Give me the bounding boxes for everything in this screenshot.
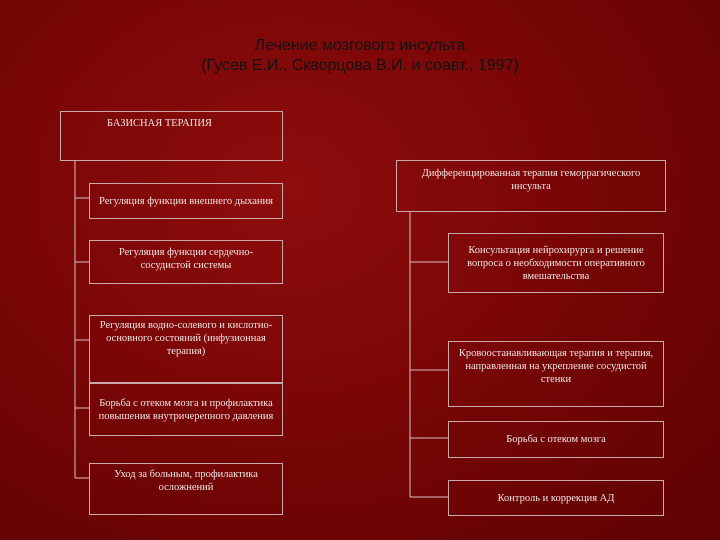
left-item-3-box: [89, 315, 283, 383]
left-item-4-label: Борьба с отеком мозга и профилактика повышения внутричерепного давления: [98, 397, 274, 422]
left-item-3-label: Регуляция водно-солевого и кислотно-основного состояний (инфузионная терапия): [99, 320, 273, 357]
differentiated-therapy-header-label: Дифференцированная терапия геморрагического инсульта: [421, 168, 641, 192]
left-item-5-box: [89, 463, 283, 515]
left-item-4-box: [89, 383, 283, 436]
right-item-1-box: [448, 233, 664, 293]
basic-therapy-header-box: [60, 111, 283, 161]
title-line-2: (Гусев Е.И., Скворцова В.И. и соавт., 1997): [201, 57, 519, 74]
right-item-2-box: [448, 341, 664, 407]
left-item-2-label: Регуляция функции сердечно-сосудистой системы: [118, 247, 254, 271]
basic-therapy-header-label: БАЗИСНАЯ ТЕРАПИЯ: [107, 118, 212, 129]
left-item-1-box: [89, 183, 283, 219]
title-line-1: Лечение мозгового инсульта: [254, 37, 466, 54]
left-item-5-label: Уход за больным, профилактика осложнений: [114, 469, 258, 493]
right-item-3-label: Борьба с отеком мозга: [506, 434, 606, 445]
differentiated-therapy-header-box: [396, 160, 666, 212]
right-item-4-box: [448, 480, 664, 516]
left-item-1-label: Регуляция функции внешнего дыхания: [99, 195, 273, 207]
left-item-2-box: [89, 240, 283, 284]
right-item-1-label: Консультация нейрохирурга и решение вопроса о необходимости оперативного вмешательства: [467, 244, 645, 282]
right-item-2-label: Кровоостанавливающая терапия и терапия, направленная на укрепление сосудистой стенки: [458, 348, 654, 385]
right-item-4-label: Контроль и коррекция АД: [497, 492, 615, 504]
right-item-3-box: [448, 421, 664, 458]
